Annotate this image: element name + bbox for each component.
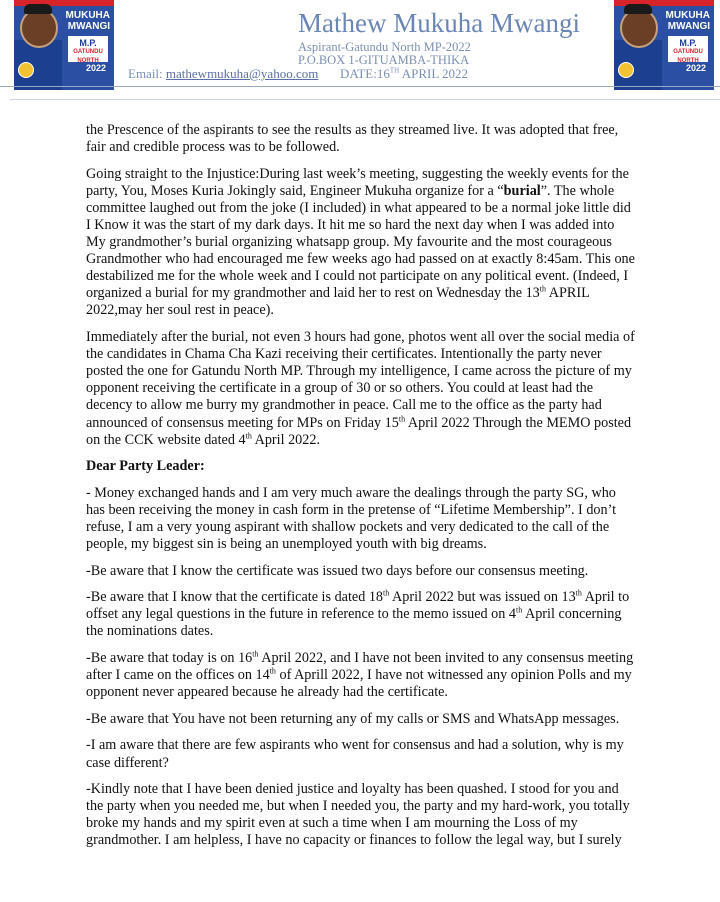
email-label: Email: — [128, 66, 166, 81]
poster-year: 2022 — [685, 63, 706, 73]
letterhead-email — [128, 66, 318, 82]
poster-name: MUKUHA MWANGI — [665, 10, 710, 32]
campaign-poster-left — [14, 0, 114, 90]
header-divider-secondary — [10, 99, 720, 100]
campaign-poster-right — [614, 0, 714, 90]
emphasis-burial: burial — [503, 182, 541, 199]
party-logo-icon — [18, 62, 34, 78]
letterhead-aspirant-line: Aspirant-Gatundu North MP-2022 — [298, 40, 471, 54]
paragraph-justice: -Kindly note that I have been denied justice and loyalty has been quashed. I stood for you and the party when you needed me, but when I needed you, the party and my hard-work, you totally broke my hands and my spirit even at such a time when I am mourning the Loss of my grandmother. I am helpless, I have no capacity or finances to follow the legal way, but I surely — [86, 781, 630, 849]
hat-icon — [624, 4, 652, 14]
paragraph-consensus: -I am aware that there are few aspirants who went for consensus and had a solution, why is my case different? — [86, 737, 624, 771]
letterhead-date: DATE:16TH APRIL 2022 — [340, 66, 469, 81]
header-divider — [0, 86, 720, 87]
poster-year: 2022 — [85, 63, 106, 73]
poster-office-box: M.P. GATUNDU NORTH — [68, 36, 108, 62]
paragraph-certificate-dated: -Be aware that I know that the certificate is dated 18th April 2022 but was issued on 13th April to offset any legal questions in the future in reference to the memo issued on 4th April concerning the nominations dates. — [86, 588, 630, 640]
letter-body — [86, 122, 636, 859]
salutation: Dear Party Leader: — [86, 458, 205, 475]
letterhead-name: Mathew Mukuha Mwangi — [298, 8, 580, 38]
letterhead — [0, 0, 720, 100]
paragraph-today: -Be aware that today is on 16th April 2022, and I have not been invited to any consensus meeting after I came on the offices on 14th of Aprill 2022, I have not witnessed any opinion Polls and my opponent never appeared because he already had the certificate. — [86, 649, 634, 701]
paragraph-calls: -Be aware that You have not been returning any of my calls or SMS and WhatsApp messages. — [86, 710, 620, 727]
paragraph-certificate-issued: -Be aware that I know the certificate was issued two days before our consensus meeting. — [86, 562, 589, 579]
paragraph-money: - Money exchanged hands and I am very much aware the dealings through the party SG, who has been receiving the money in cash form in the pretense of “Lifetime Membership”. I don’t refuse, I am a very young aspirant with shallow pockets and very dedicated to the call of the people, my biggest sin is being an unemployed youth with big dreams. — [86, 484, 617, 553]
portrait-icon — [620, 8, 658, 48]
paragraph-injustice: Going straight to the Injustice:During last week’s meeting, suggesting the weekly events for the party, You, Moses Kuria Jokingly said, Engineer Mukuha organize for a “burial”. The whole committee laughed out from the joke (I included) in what appeared to be a normal joke little did I Know it was the start of my dark days. It hit me so hard the next day when I was added into My grandmother’s burial organizing whatsapp group. My favourite and the most courageous Grandmother who had encouraged me few weeks ago had passed on at exactly 8:45am. This one destabilized me for the whole week and I could not participate on any political event. (Indeed, I organized a burial for my grandmother and laid her to rest on Wednesday the 13th APRIL 2022,may her soul rest in peace). — [86, 165, 635, 319]
portrait-icon — [20, 8, 58, 48]
poster-name: MUKUHA MWANGI — [65, 10, 110, 32]
party-logo-icon — [618, 62, 634, 78]
email-link[interactable]: mathewmukuha@yahoo.com — [165, 66, 319, 81]
letterhead-address-line: P.O.BOX 1-GITUAMBA-THIKA — [298, 53, 470, 67]
paragraph-after-burial: Immediately after the burial, not even 3 hours had gone, photos went all over the social media of the candidates in Chama Cha Kazi receiving their certificates. Intentionally the party never posted the one for Gatundu North MP. Through my intelligence, I came across the picture of my opponent receiving the certificate in a group of 30 or so others. You could at least had the decency to allow me burry my grandmother in peace. Call me to the office as the party had announced of consensus meeting for MPs on Friday 15th April 2022 Through the MEMO posted on the CCK website dated 4th April 2022. — [86, 329, 635, 448]
paragraph-intro: the Prescence of the aspirants to see the results as they streamed live. It was adopted that free, fair and credible process was to be followed. — [86, 122, 619, 156]
poster-office-box: M.P. GATUNDU NORTH — [668, 36, 708, 62]
hat-icon — [24, 4, 52, 14]
